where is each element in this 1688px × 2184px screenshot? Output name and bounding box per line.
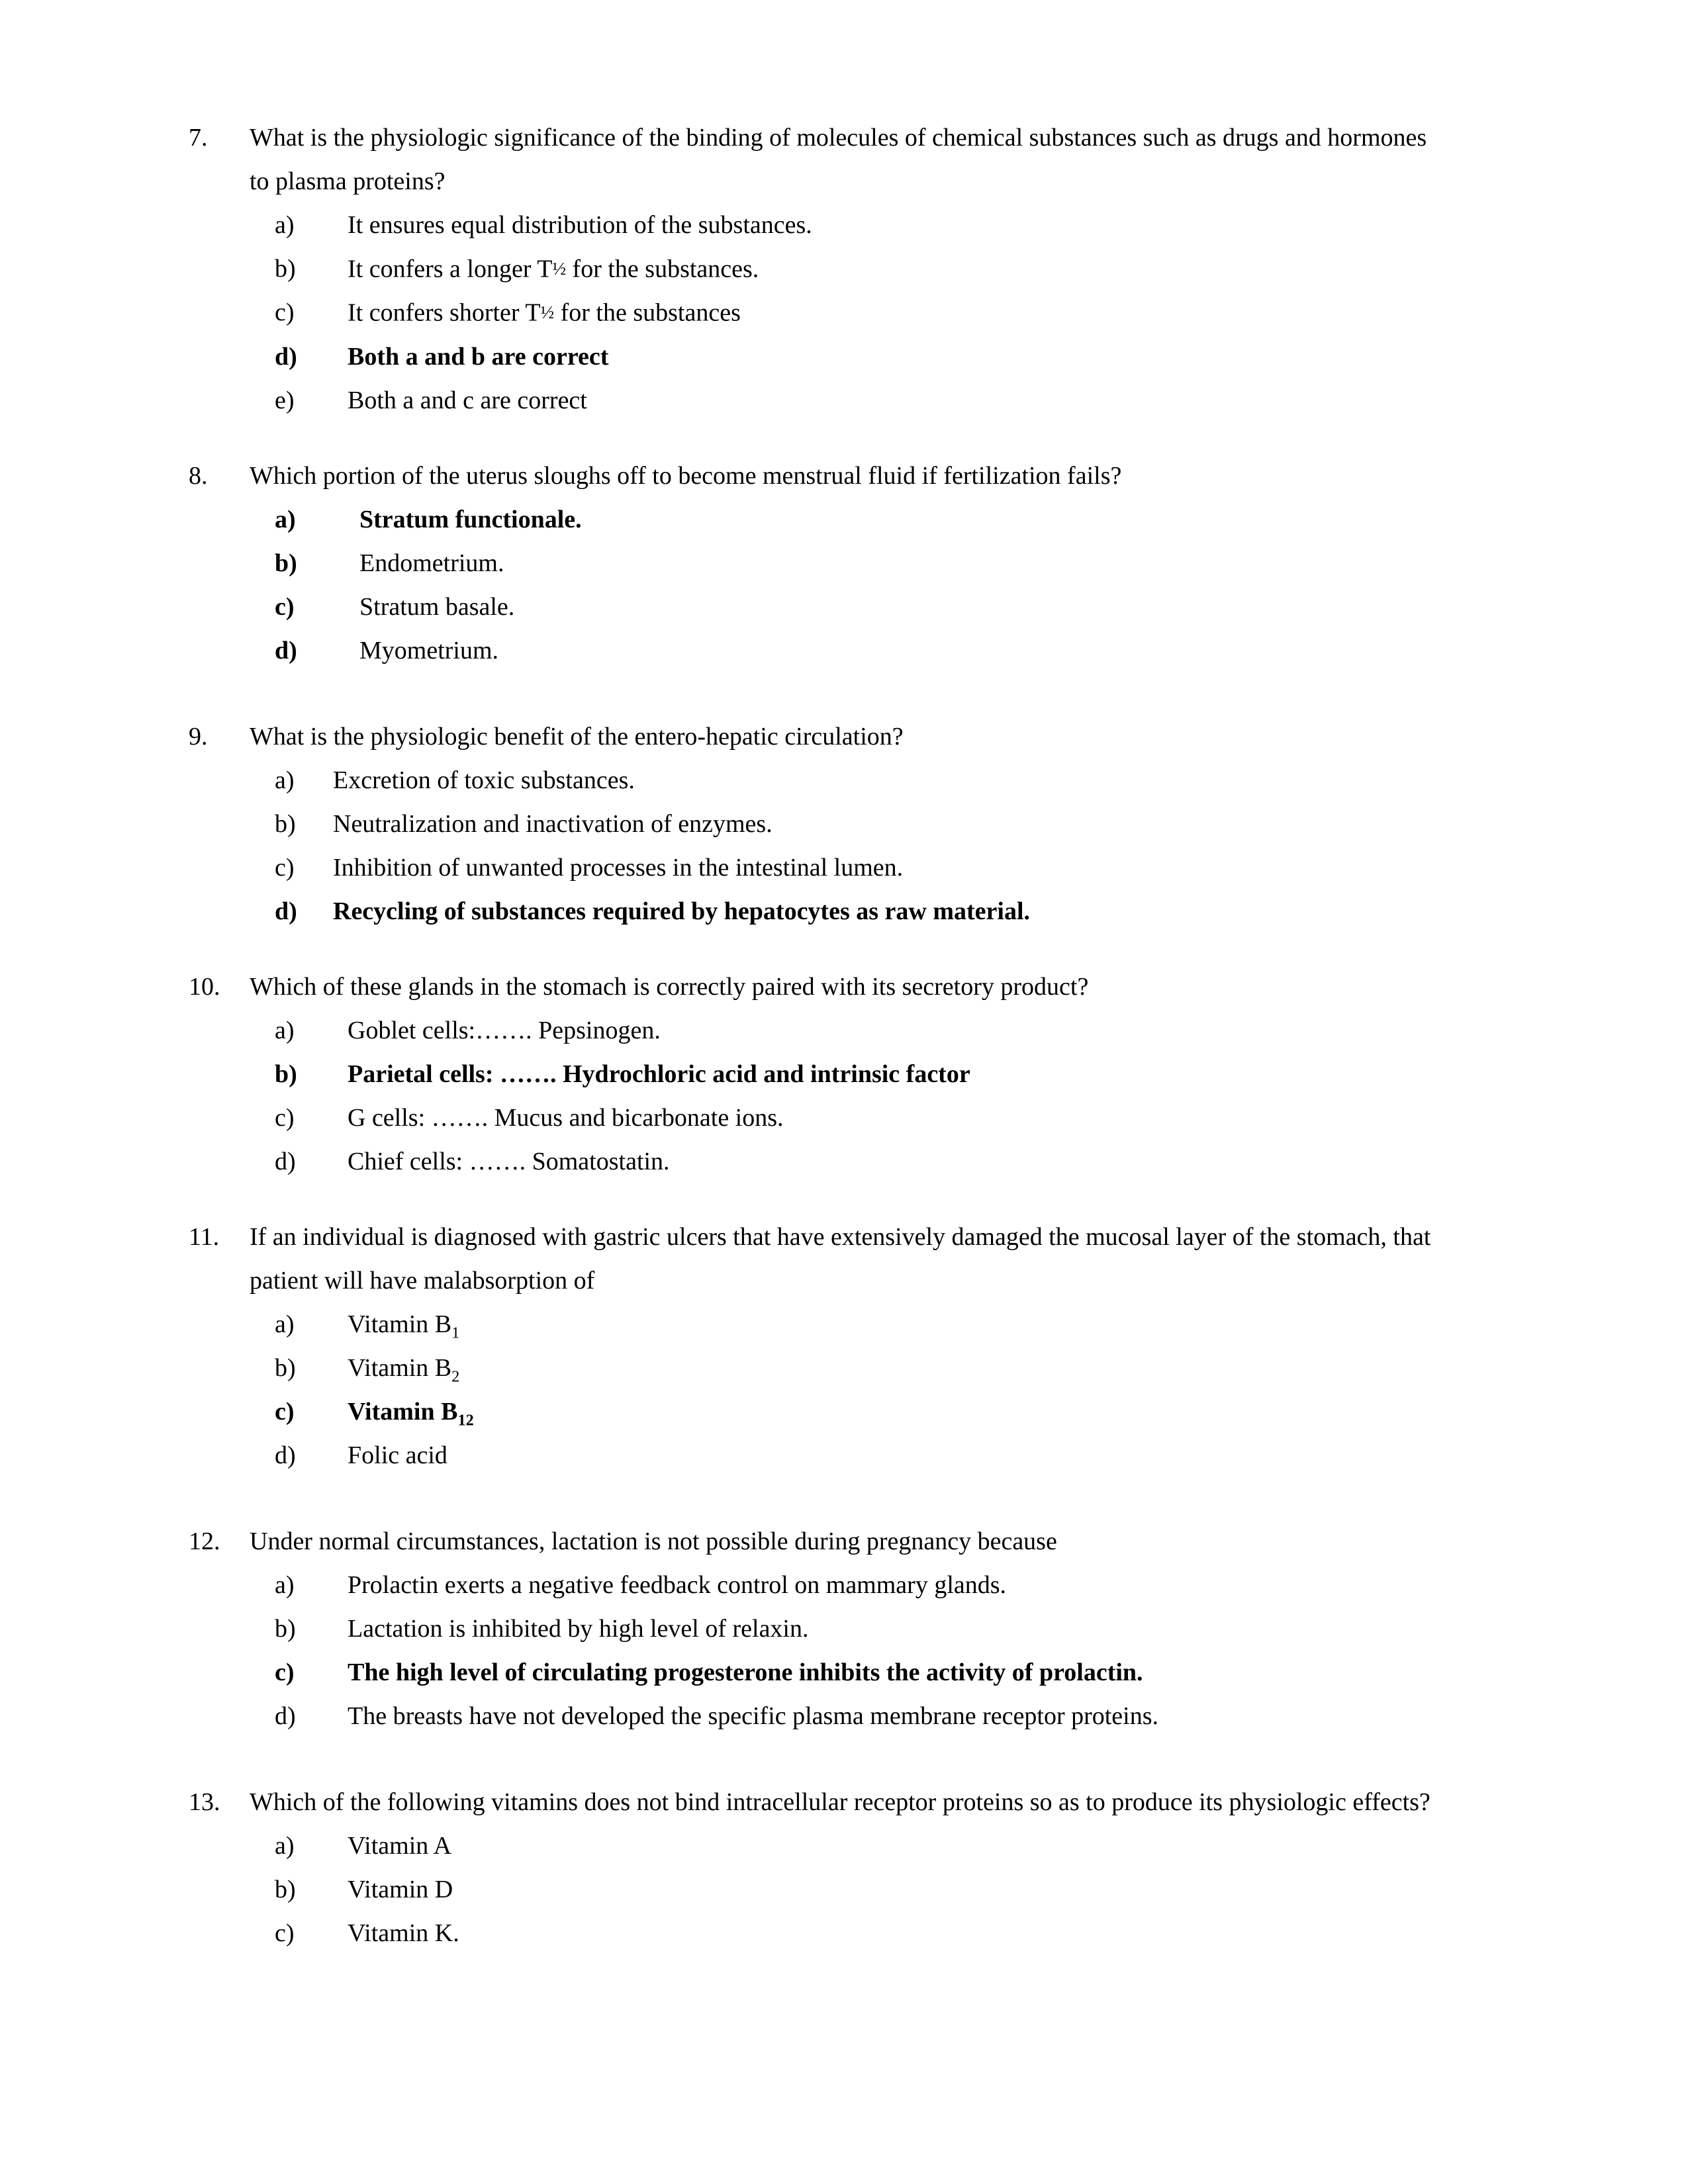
option-text: G cells: ……. Mucus and bicarbonate ions. [348, 1103, 784, 1132]
option-text: It confers shorter T½ for the substances [348, 298, 741, 327]
option-letter: d) [275, 342, 297, 371]
option-letter: c) [275, 298, 295, 327]
spacer [189, 933, 1523, 965]
question-row [189, 715, 1523, 758]
option-list [189, 1824, 1523, 1955]
spacer [189, 422, 1523, 454]
option-text: Stratum functionale. [359, 505, 582, 533]
option-text: It ensures equal distribution of the substances. [348, 211, 812, 239]
option-letter: d) [275, 636, 297, 664]
option-text: Parietal cells: ……. Hydrochloric acid and intrinsic factor [348, 1060, 970, 1088]
option-letter: b) [275, 549, 297, 577]
question-text: What is the physiologic significance of the binding of molecules of chemical substances such as drugs and hormones to plasma proteins? [250, 124, 1427, 195]
option-item[interactable] [189, 1346, 1523, 1390]
option-text: Both a and b are correct [348, 342, 609, 371]
spacer [189, 1477, 1523, 1520]
option-item[interactable] [189, 335, 1523, 379]
question-block-9 [189, 715, 1523, 933]
option-text: Goblet cells:……. Pepsinogen. [348, 1016, 661, 1044]
question-row [189, 1215, 1523, 1302]
option-text: Endometrium. [359, 549, 504, 577]
option-item[interactable] [189, 585, 1523, 629]
question-text: What is the physiologic benefit of the entero-hepatic circulation? [250, 722, 904, 751]
question-number: 9. [189, 722, 208, 751]
option-text: Folic acid [348, 1441, 447, 1469]
option-text: Vitamin A [348, 1831, 452, 1860]
option-text: The high level of circulating progesterone inhibits the activity of prolactin. [348, 1658, 1143, 1686]
option-letter: b) [275, 1614, 296, 1643]
option-letter: c) [275, 592, 295, 621]
option-list [189, 498, 1523, 672]
option-item[interactable] [189, 1302, 1523, 1346]
option-list [189, 1302, 1523, 1477]
question-row [189, 116, 1523, 203]
question-row [189, 1780, 1523, 1824]
question-block-10 [189, 965, 1523, 1183]
option-text: Vitamin $B_1$ [348, 1310, 460, 1342]
option-text: Myometrium. [359, 636, 499, 664]
option-item[interactable] [189, 846, 1523, 889]
option-letter: e) [275, 386, 295, 414]
option-text: Recycling of substances required by hepatocytes as raw material. [333, 897, 1030, 925]
option-letter: a) [275, 1831, 295, 1860]
option-text: Both a and c are correct [348, 386, 587, 414]
question-number: 12. [189, 1527, 220, 1555]
question-text: Which of these glands in the stomach is correctly paired with its secretory product? [250, 972, 1089, 1001]
option-item[interactable] [189, 802, 1523, 846]
option-text: It confers a longer T½ for the substances. [348, 255, 759, 283]
option-item[interactable] [189, 889, 1523, 933]
option-text: Prolactin exerts a negative feedback control on mammary glands. [348, 1570, 1007, 1599]
option-item[interactable] [189, 1824, 1523, 1868]
option-item[interactable] [189, 1140, 1523, 1183]
question-block-7 [189, 116, 1523, 422]
option-text: Vitamin $B_2$ [348, 1353, 460, 1386]
spacer [189, 1738, 1523, 1780]
option-letter: a) [275, 1310, 295, 1338]
option-item[interactable] [189, 1607, 1523, 1651]
option-text: The breasts have not developed the specific plasma membrane receptor proteins. [348, 1702, 1159, 1730]
question-row [189, 1520, 1523, 1563]
option-letter: d) [275, 1702, 296, 1730]
option-letter: c) [275, 1397, 295, 1426]
option-text: Vitamin K. [348, 1919, 459, 1947]
option-item[interactable] [189, 1868, 1523, 1911]
option-item[interactable] [189, 1390, 1523, 1433]
question-text: Under normal circumstances, lactation is not possible during pregnancy because [250, 1527, 1057, 1555]
question-block-11 [189, 1215, 1523, 1477]
question-text: Which portion of the uterus sloughs off to become menstrual fluid if fertilization fails? [250, 461, 1122, 490]
option-text: Excretion of toxic substances. [333, 766, 635, 794]
option-letter: b) [275, 255, 296, 283]
option-letter: c) [275, 1919, 295, 1947]
spacer [189, 672, 1523, 715]
option-letter: a) [275, 1570, 295, 1599]
option-text: Vitamin $B_{12}$ [348, 1397, 474, 1430]
option-item[interactable] [189, 498, 1523, 541]
option-letter: a) [275, 1016, 295, 1044]
question-number: 11. [189, 1222, 220, 1251]
spacer [189, 1183, 1523, 1215]
option-item[interactable] [189, 1563, 1523, 1607]
option-list [189, 758, 1523, 933]
option-text: Chief cells: ……. Somatostatin. [348, 1147, 670, 1175]
question-row [189, 965, 1523, 1009]
option-item[interactable] [189, 541, 1523, 585]
option-list [189, 203, 1523, 422]
option-letter: b) [275, 1353, 296, 1382]
option-item[interactable] [189, 1096, 1523, 1140]
option-item[interactable] [189, 1911, 1523, 1955]
question-block-13 [189, 1780, 1523, 1955]
option-letter: c) [275, 1103, 295, 1132]
option-text: Neutralization and inactivation of enzymes. [333, 809, 773, 838]
option-text: Stratum basale. [359, 592, 515, 621]
option-item[interactable] [189, 1433, 1523, 1477]
option-item[interactable] [189, 1052, 1523, 1096]
option-item[interactable] [189, 629, 1523, 672]
option-letter: d) [275, 1441, 296, 1469]
option-text: Inhibition of unwanted processes in the intestinal lumen. [333, 853, 904, 882]
option-letter: a) [275, 766, 295, 794]
option-list [189, 1563, 1523, 1738]
option-letter: a) [275, 211, 295, 239]
option-item[interactable] [189, 1651, 1523, 1694]
question-number: 8. [189, 461, 208, 490]
option-item[interactable] [189, 758, 1523, 802]
question-text: Which of the following vitamins does not bind intracellular receptor proteins so as to produce its physiologic effects? [250, 1788, 1430, 1816]
option-item[interactable] [189, 203, 1523, 247]
option-letter: c) [275, 853, 295, 882]
option-item[interactable] [189, 1694, 1523, 1738]
option-letter: c) [275, 1658, 295, 1686]
question-number: 13. [189, 1788, 220, 1816]
option-list [189, 1009, 1523, 1183]
option-item[interactable] [189, 291, 1523, 334]
option-text: Lactation is inhibited by high level of relaxin. [348, 1614, 809, 1643]
option-item[interactable] [189, 379, 1523, 422]
question-block-8 [189, 454, 1523, 672]
option-letter: b) [275, 1060, 297, 1088]
question-number: 7. [189, 124, 208, 152]
question-block-12 [189, 1520, 1523, 1738]
question-row [189, 454, 1523, 498]
option-item[interactable] [189, 1009, 1523, 1052]
option-letter: b) [275, 1875, 296, 1903]
option-text: Vitamin D [348, 1875, 453, 1903]
option-letter: b) [275, 809, 296, 838]
option-letter: d) [275, 897, 297, 925]
option-letter: d) [275, 1147, 296, 1175]
option-letter: a) [275, 505, 296, 533]
option-item[interactable] [189, 247, 1523, 291]
question-number: 10. [189, 972, 220, 1001]
question-text: If an individual is diagnosed with gastric ulcers that have extensively damaged the mucosal layer of the stomach, that patient will have malabsorption of [250, 1222, 1431, 1295]
